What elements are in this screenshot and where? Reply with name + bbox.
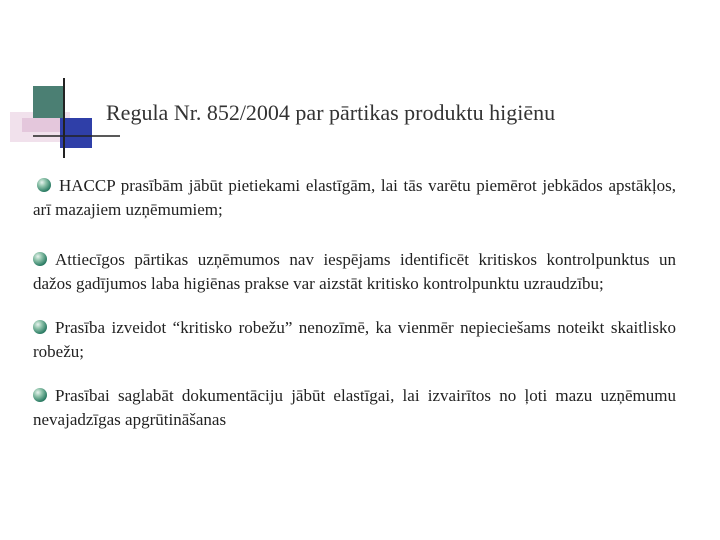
bullet-text: Attiecīgos pārtikas uzņēmumos nav iespējams identificēt kritiskos kontrolpunktus un dažos gadījumos laba higiēnas prakse var aizstāt kritisko kontrolpunktu uzraudzību; xyxy=(33,250,676,293)
bullet-item xyxy=(33,248,676,296)
corner-decoration xyxy=(0,0,120,170)
bullet-text: HACCP prasībām jābūt pietiekami elastīgām, lai tās varētu piemērot jebkādos apstākļos, arī mazajiem uzņēmumiem; xyxy=(33,176,676,219)
sphere-bullet-icon xyxy=(33,252,47,266)
bullet-item xyxy=(33,316,676,364)
sphere-bullet-icon xyxy=(33,320,47,334)
bullet-text: Prasībai saglabāt dokumentāciju jābūt elastīgai, lai izvairītos no ļoti mazu uzņēmumu nevajadzīgas apgrūtināšanas xyxy=(33,386,676,429)
green-square xyxy=(33,86,65,118)
slide-title: Regula Nr. 852/2004 par pārtikas produktu higiēnu xyxy=(106,100,556,125)
sphere-bullet-icon xyxy=(37,178,51,192)
bullet-item xyxy=(33,174,676,222)
bullet-list xyxy=(33,174,676,458)
sphere-bullet-icon xyxy=(33,388,47,402)
bullet-text: Prasība izveidot “kritisko robežu” nenozīmē, ka vienmēr nepieciešams noteikt skaitlisko robežu; xyxy=(33,318,676,361)
bullet-item xyxy=(33,384,676,432)
